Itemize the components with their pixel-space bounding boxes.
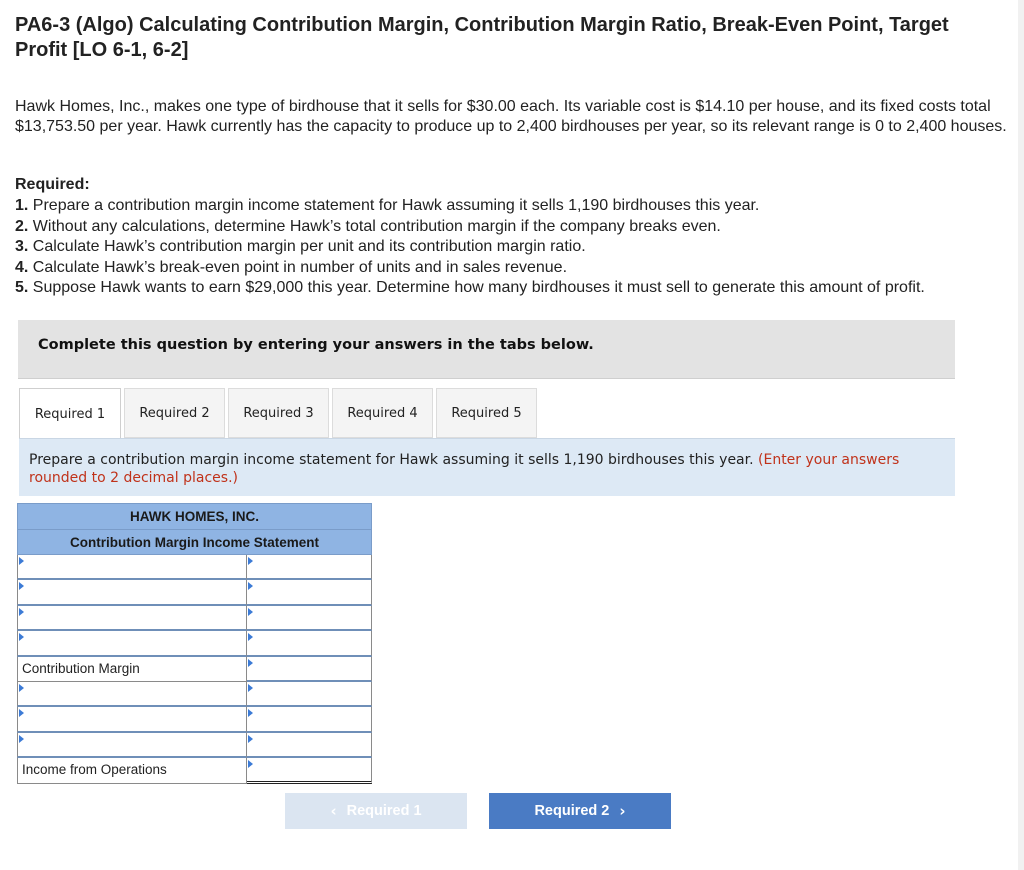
income-statement-table	[17, 503, 372, 784]
requirement-text: Prepare a contribution margin income statement for Hawk assuming it sells 1,190 birdhouses this year.	[32, 197, 760, 214]
input-flag-icon	[248, 709, 253, 717]
instructions-banner	[18, 320, 955, 379]
input-flag-icon	[248, 633, 253, 641]
income-from-operations-label: Income from Operations	[22, 762, 167, 778]
tab-required-1[interactable]: Required 1	[19, 388, 121, 440]
requirement-number: 5.	[15, 279, 29, 296]
line-item-select[interactable]	[17, 555, 247, 580]
table-row	[17, 631, 372, 656]
amount-input[interactable]	[247, 580, 372, 605]
tab-required-3[interactable]: Required 3	[228, 388, 329, 438]
amount-input[interactable]	[247, 733, 372, 758]
page-title: PA6-3 (Algo) Calculating Contribution Margin, Contribution Margin Ratio, Break-Even Point, Target Profit [LO 6-1, 6-2]	[15, 14, 949, 61]
table-row	[17, 606, 372, 631]
instruction-note: (Enter your answers rounded to 2 decimal places.)	[29, 452, 900, 486]
dropdown-flag-icon	[19, 557, 24, 565]
requirement-item	[15, 258, 1020, 279]
amount-input[interactable]	[247, 682, 372, 707]
contribution-margin-input[interactable]	[247, 657, 372, 682]
contribution-margin-row	[17, 657, 372, 682]
line-item-select[interactable]	[17, 682, 247, 707]
requirements-list	[15, 196, 1020, 299]
requirement-number: 2.	[15, 217, 29, 235]
dropdown-flag-icon	[19, 582, 24, 590]
requirement-item	[15, 217, 1020, 238]
dropdown-flag-icon	[19, 608, 24, 616]
requirement-number: 4.	[15, 258, 29, 276]
next-button-label: Required 2	[534, 803, 610, 819]
table-row	[17, 682, 372, 707]
input-flag-icon	[248, 582, 253, 590]
income-from-operations-row	[17, 758, 372, 783]
contribution-margin-label: Contribution Margin	[22, 660, 140, 676]
dropdown-flag-icon	[19, 684, 24, 692]
requirement-item	[15, 237, 1020, 258]
amount-input[interactable]	[247, 555, 372, 580]
line-item-select[interactable]	[17, 631, 247, 656]
input-flag-icon	[248, 608, 253, 616]
next-tab-button[interactable]	[489, 793, 671, 829]
amount-input[interactable]	[247, 707, 372, 732]
input-flag-icon	[248, 557, 253, 565]
statement-header	[17, 503, 372, 555]
scrollbar-track[interactable]	[1018, 0, 1024, 870]
previous-tab-button[interactable]	[285, 793, 467, 829]
contribution-margin-label-cell	[17, 657, 247, 682]
company-name: HAWK HOMES, INC.	[18, 504, 371, 530]
problem-intro: Hawk Homes, Inc., makes one type of birdhouse that it sells for $30.00 each. Its variable cost is $14.10 per house, and its fixed costs total $13,753.50 per year. Hawk currently has the capacity to produce up to 2,400 birdhouses per year, so its relevant range is 0 to 2,400 houses.	[15, 98, 1007, 135]
line-item-select[interactable]	[17, 733, 247, 758]
dropdown-flag-icon	[19, 709, 24, 717]
input-flag-icon	[248, 735, 253, 743]
required-heading: Required:	[15, 176, 90, 193]
income-from-operations-input[interactable]	[247, 758, 372, 783]
requirement-text: Calculate Hawk’s break-even point in number of units and in sales revenue.	[32, 258, 568, 276]
requirement-text: Without any calculations, determine Hawk’s total contribution margin if the company breaks even.	[32, 217, 721, 235]
instruction-text: Prepare a contribution margin income statement for Hawk assuming it sells 1,190 birdhouses this year.	[29, 452, 754, 468]
requirement-item	[15, 196, 1020, 217]
dropdown-flag-icon	[19, 633, 24, 641]
requirement-number: 3.	[15, 238, 29, 255]
input-flag-icon	[248, 684, 253, 692]
line-item-select[interactable]	[17, 580, 247, 605]
table-row	[17, 555, 372, 580]
requirement-number: 1.	[15, 197, 29, 214]
requirement-item	[15, 278, 1020, 299]
input-flag-icon	[248, 659, 253, 667]
tab-required-2[interactable]: Required 2	[124, 388, 225, 438]
input-flag-icon	[248, 760, 253, 768]
chevron-right-icon: ›	[619, 802, 626, 820]
tab-required-4[interactable]: Required 4	[332, 388, 433, 438]
tab-instruction	[19, 438, 955, 496]
chevron-left-icon: ‹	[330, 802, 337, 820]
previous-button-label: Required 1	[346, 803, 422, 819]
tab-bar	[19, 388, 540, 440]
amount-input[interactable]	[247, 631, 372, 656]
requirement-text: Suppose Hawk wants to earn $29,000 this year. Determine how many birdhouses it must sell to generate this amount of profit.	[32, 279, 925, 296]
requirement-text: Calculate Hawk’s contribution margin per unit and its contribution margin ratio.	[32, 238, 586, 255]
table-row	[17, 733, 372, 758]
statement-title: Contribution Margin Income Statement	[69, 535, 319, 550]
dropdown-flag-icon	[19, 735, 24, 743]
line-item-select[interactable]	[17, 707, 247, 732]
table-row	[17, 580, 372, 605]
line-item-select[interactable]	[17, 606, 247, 631]
income-from-operations-label-cell	[17, 758, 247, 783]
tab-required-5[interactable]: Required 5	[436, 388, 537, 438]
amount-input[interactable]	[247, 606, 372, 631]
table-row	[17, 707, 372, 732]
banner-text: Complete this question by entering your answers in the tabs below.	[38, 337, 594, 353]
